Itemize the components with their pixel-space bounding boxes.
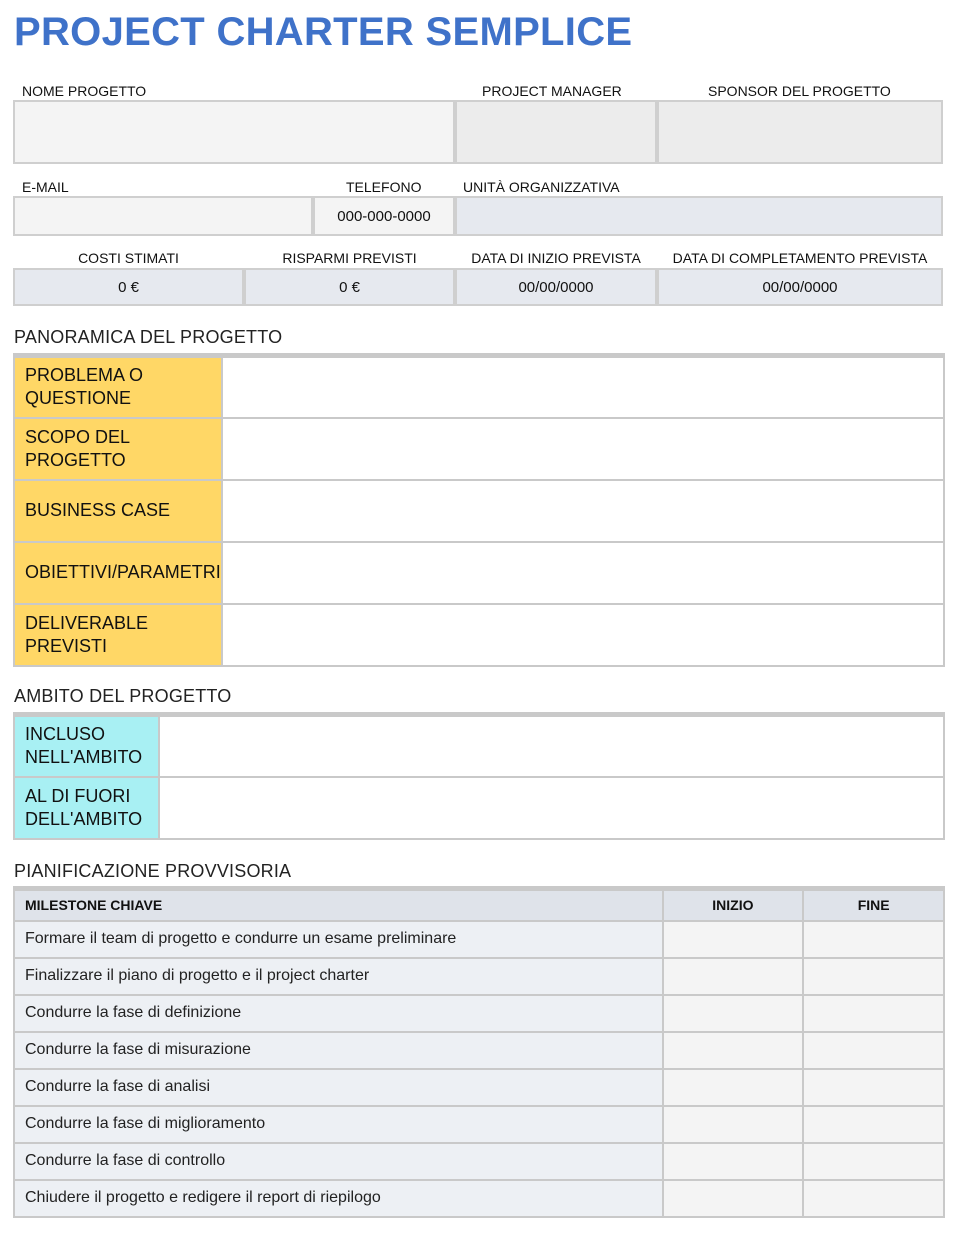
- scope-heading: AMBITO DEL PROGETTO: [14, 686, 232, 706]
- project-name-label: NOME PROGETTO: [22, 83, 147, 99]
- milestone-name: Condurre la fase di analisi: [14, 1069, 663, 1106]
- milestone-end[interactable]: [803, 1143, 944, 1180]
- start-column-header: INIZIO: [663, 889, 804, 921]
- milestone-name: Condurre la fase di miglioramento: [14, 1106, 663, 1143]
- scope-table: [13, 712, 945, 840]
- milestone-name: Condurre la fase di controllo: [14, 1143, 663, 1180]
- start-date-field[interactable]: 00/00/0000: [455, 268, 657, 306]
- overview-row: [14, 542, 944, 604]
- milestone-start[interactable]: [663, 995, 804, 1032]
- milestone-start[interactable]: [663, 1143, 804, 1180]
- milestone-start[interactable]: [663, 1106, 804, 1143]
- scope-row: [14, 715, 944, 777]
- overview-table: [13, 353, 945, 667]
- milestone-name: Chiudere il progetto e redigere il report di riepilogo: [14, 1180, 663, 1217]
- overview-value[interactable]: [222, 356, 944, 418]
- table-row: [14, 1032, 944, 1069]
- table-row: [14, 995, 944, 1032]
- milestone-end[interactable]: [803, 1032, 944, 1069]
- overview-value[interactable]: [222, 418, 944, 480]
- milestone-start[interactable]: [663, 958, 804, 995]
- page-title: PROJECT CHARTER SEMPLICE: [14, 10, 633, 54]
- milestone-start[interactable]: [663, 921, 804, 958]
- phone-label: TELEFONO: [346, 179, 422, 195]
- scope-value[interactable]: [159, 777, 944, 839]
- overview-value[interactable]: [222, 480, 944, 542]
- email-field[interactable]: [13, 196, 313, 236]
- milestone-table: [13, 886, 945, 1218]
- overview-label: PROBLEMA O QUESTIONE: [14, 356, 222, 418]
- end-date-label: DATA DI COMPLETAMENTO PREVISTA: [672, 250, 928, 266]
- milestone-name: Formare il team di progetto e condurre un esame preliminare: [14, 921, 663, 958]
- end-column-header: FINE: [803, 889, 944, 921]
- milestone-name: Condurre la fase di misurazione: [14, 1032, 663, 1069]
- scope-row: [14, 777, 944, 839]
- table-row: [14, 1180, 944, 1217]
- sponsor-label: SPONSOR DEL PROGETTO: [708, 83, 891, 99]
- overview-row: [14, 604, 944, 666]
- org-unit-field[interactable]: [455, 196, 943, 236]
- milestone-end[interactable]: [803, 1106, 944, 1143]
- project-manager-label: PROJECT MANAGER: [482, 83, 622, 99]
- scope-label: AL DI FUORI DELL'AMBITO: [14, 777, 159, 839]
- milestone-name: Condurre la fase di definizione: [14, 995, 663, 1032]
- milestone-header-row: [14, 889, 944, 921]
- start-date-label: DATA DI INIZIO PREVISTA: [471, 250, 641, 266]
- est-costs-field[interactable]: 0 €: [13, 268, 244, 306]
- overview-row: [14, 418, 944, 480]
- table-row: [14, 1106, 944, 1143]
- table-row: [14, 921, 944, 958]
- table-row: [14, 1143, 944, 1180]
- exp-savings-label: RISPARMI PREVISTI: [282, 250, 417, 266]
- milestone-end[interactable]: [803, 958, 944, 995]
- table-row: [14, 1069, 944, 1106]
- scope-label: INCLUSO NELL'AMBITO: [14, 715, 159, 777]
- overview-label: BUSINESS CASE: [14, 480, 222, 542]
- overview-row: [14, 356, 944, 418]
- table-row: [14, 958, 944, 995]
- org-unit-label: UNITÀ ORGANIZZATIVA: [463, 179, 620, 195]
- overview-value[interactable]: [222, 542, 944, 604]
- schedule-heading: PIANIFICAZIONE PROVVISORIA: [14, 861, 292, 881]
- project-manager-field[interactable]: [455, 100, 657, 164]
- milestone-name: Finalizzare il piano di progetto e il project charter: [14, 958, 663, 995]
- milestone-end[interactable]: [803, 995, 944, 1032]
- milestone-column-header: MILESTONE CHIAVE: [14, 889, 663, 921]
- phone-field[interactable]: 000-000-0000: [313, 196, 455, 236]
- sponsor-field[interactable]: [657, 100, 943, 164]
- overview-value[interactable]: [222, 604, 944, 666]
- milestone-end[interactable]: [803, 1180, 944, 1217]
- exp-savings-field[interactable]: 0 €: [244, 268, 455, 306]
- milestone-end[interactable]: [803, 921, 944, 958]
- milestone-start[interactable]: [663, 1032, 804, 1069]
- milestone-start[interactable]: [663, 1180, 804, 1217]
- milestone-end[interactable]: [803, 1069, 944, 1106]
- est-costs-label: COSTI STIMATI: [78, 250, 179, 266]
- scope-value[interactable]: [159, 715, 944, 777]
- overview-label: SCOPO DEL PROGETTO: [14, 418, 222, 480]
- email-label: E-MAIL: [22, 179, 69, 195]
- overview-label: OBIETTIVI/PARAMETRI: [14, 542, 222, 604]
- overview-label: DELIVERABLE PREVISTI: [14, 604, 222, 666]
- overview-heading: PANORAMICA DEL PROGETTO: [14, 327, 283, 347]
- end-date-field[interactable]: 00/00/0000: [657, 268, 943, 306]
- project-name-field[interactable]: [13, 100, 455, 164]
- overview-row: [14, 480, 944, 542]
- milestone-start[interactable]: [663, 1069, 804, 1106]
